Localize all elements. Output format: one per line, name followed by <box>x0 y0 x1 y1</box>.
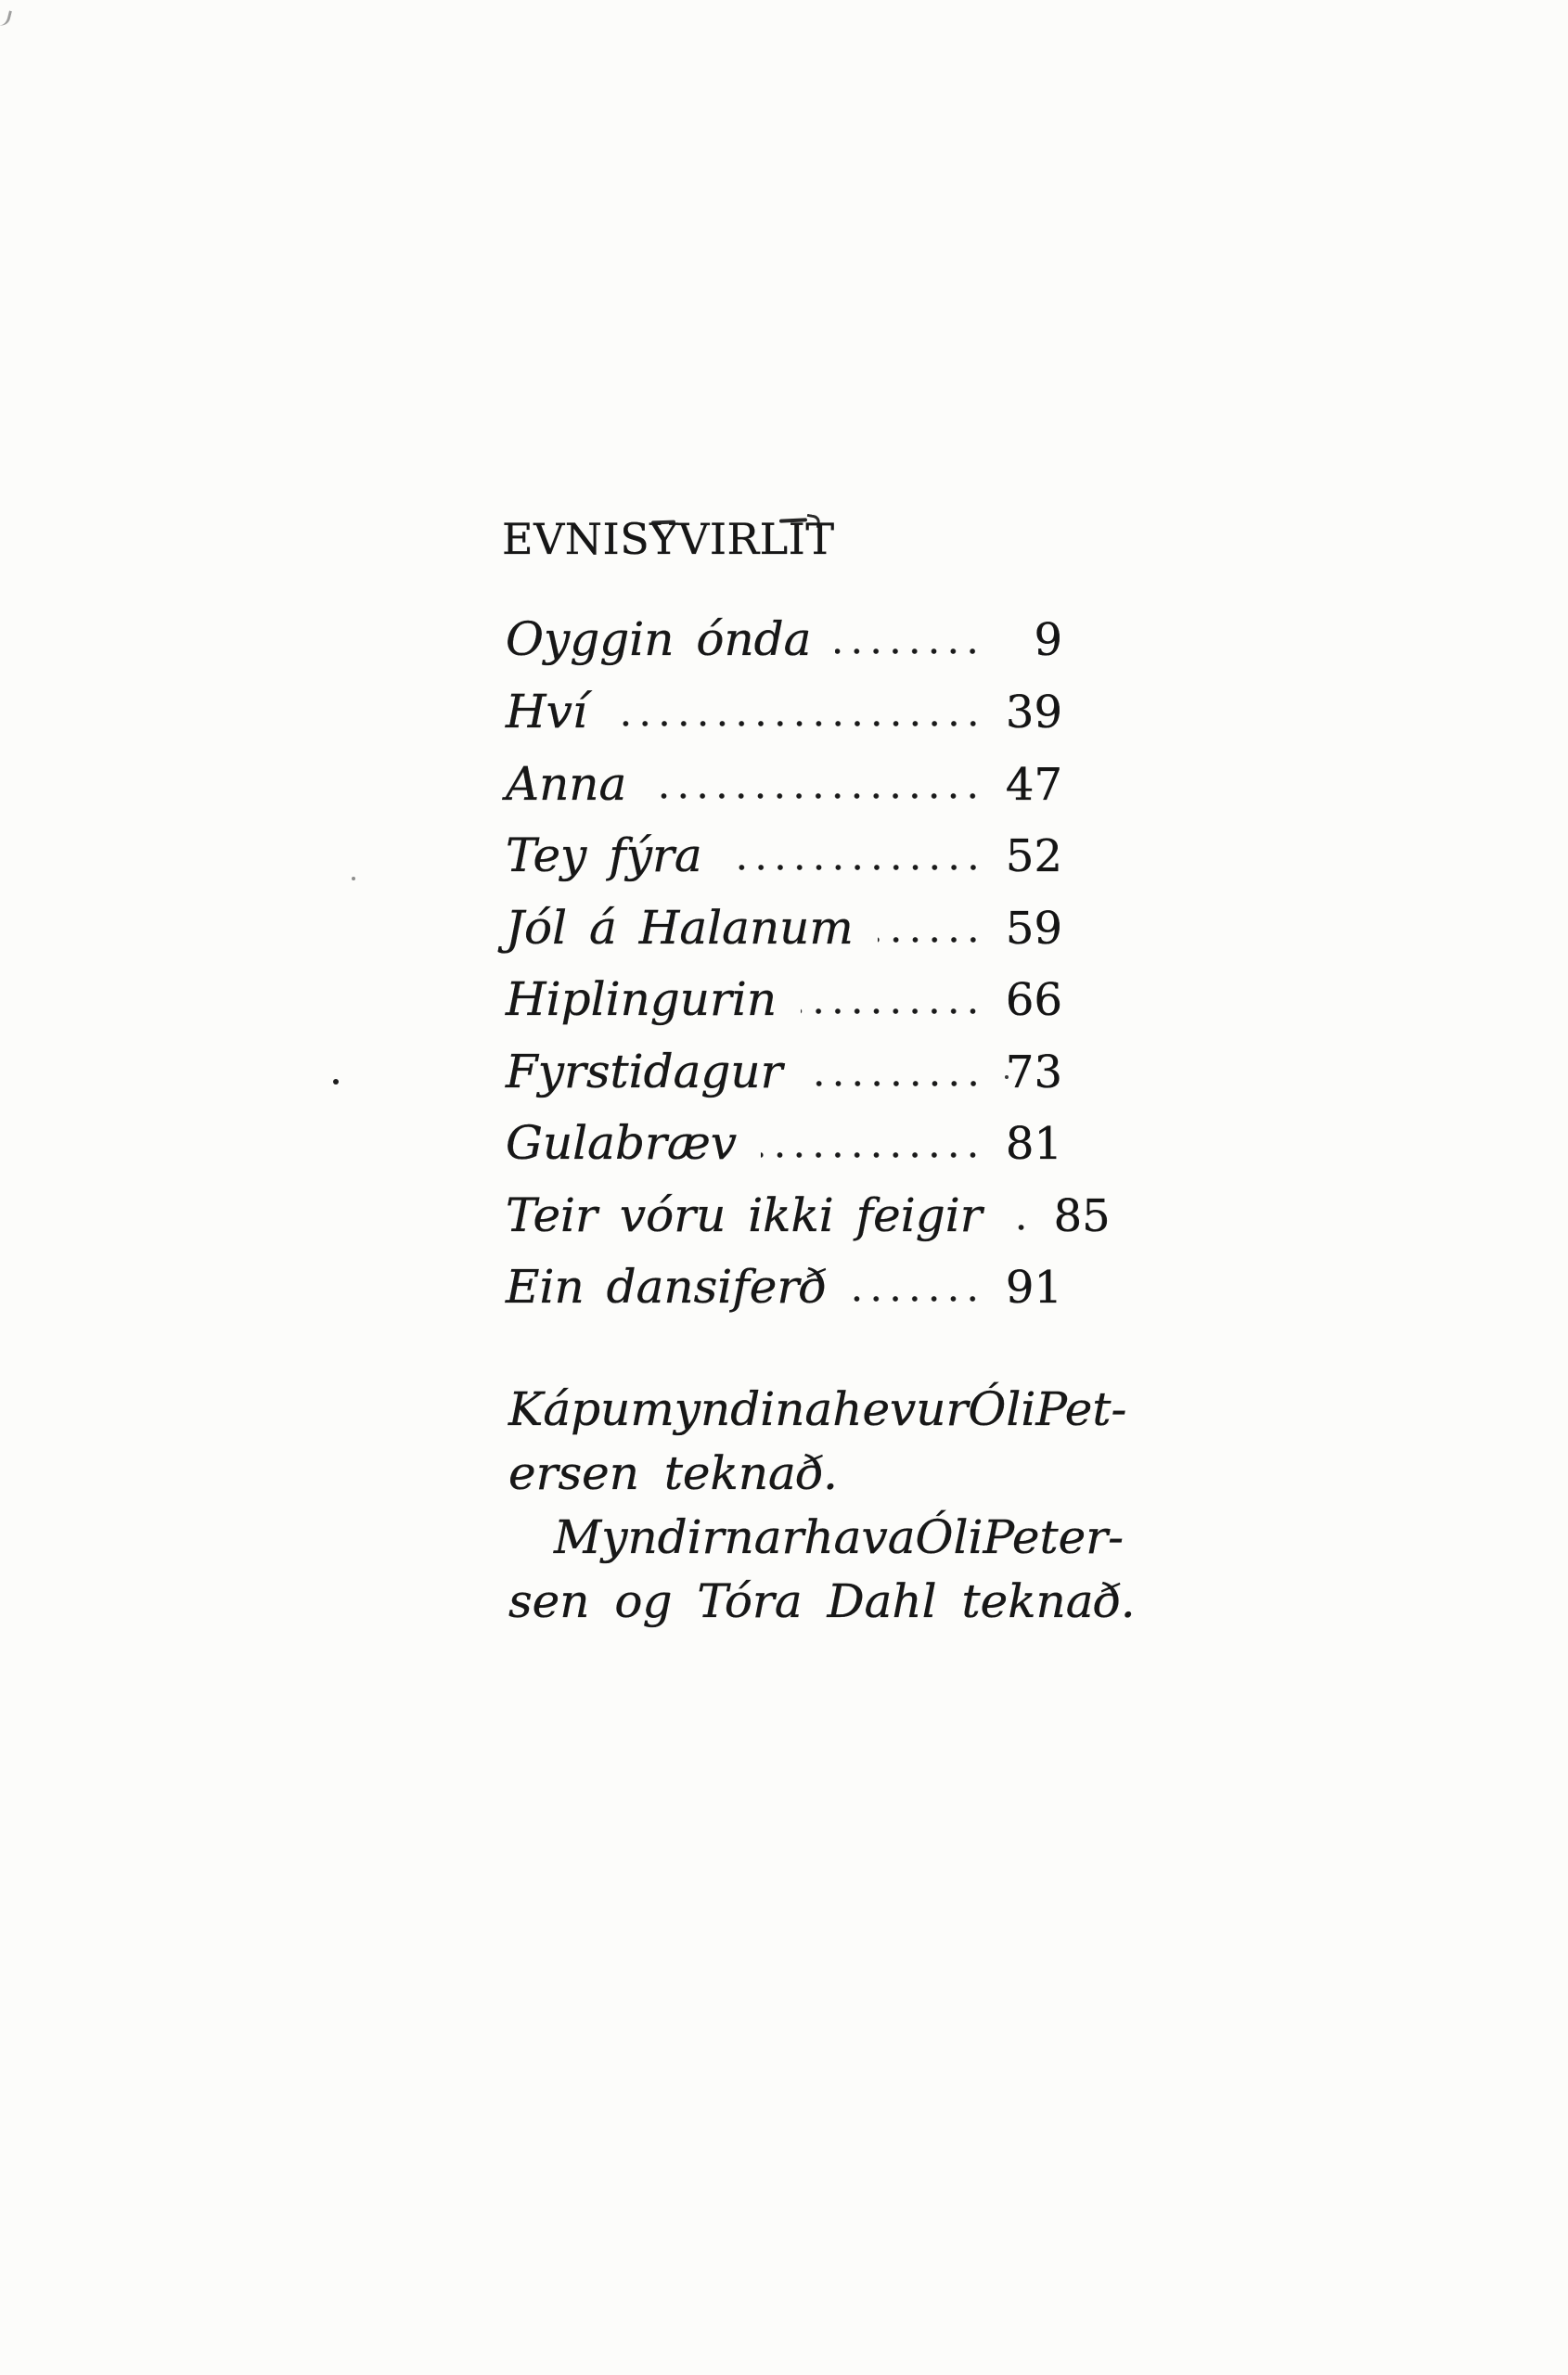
toc-entry-title: Oyggin ónda <box>506 612 812 666</box>
toc-entry-page-number: 39 <box>1005 687 1062 738</box>
dot-leader <box>835 648 983 655</box>
toc-entry-page-number: 91 <box>1005 1262 1062 1314</box>
page-title: EVNISYVIRLIT <box>502 514 835 564</box>
toc-entry-page-number: 85 <box>1053 1190 1111 1242</box>
toc-entry <box>506 1260 1062 1314</box>
toc-entry-title: Hiplingurin <box>506 972 778 1026</box>
credit-word: Kápumyndina <box>508 1382 833 1436</box>
toc-entry-title: Anna <box>506 757 627 811</box>
credit-line <box>554 1510 1124 1564</box>
toc-entry-title: Teir vóru ikki feigir <box>506 1188 983 1242</box>
toc-entry <box>506 757 1062 811</box>
toc-entry-title: Gulabræv <box>506 1116 738 1170</box>
dot-leader <box>726 864 983 871</box>
toc-entry-title: Jól á Halanum <box>506 901 854 955</box>
toc-entry-page-number: 47 <box>1005 759 1062 811</box>
toc-entry <box>506 685 1062 738</box>
credit-line: sen og Tóra Dahl teknað. <box>508 1574 1136 1628</box>
credit-word: Óli <box>915 1510 983 1564</box>
credit-word: Myndirnar <box>554 1510 804 1564</box>
credit-word: Óli <box>968 1382 1036 1436</box>
credit-line <box>508 1382 1127 1436</box>
credit-line: ersen teknað. <box>508 1446 838 1500</box>
dot-leader <box>851 1295 983 1303</box>
credit-word: Peter- <box>983 1510 1124 1564</box>
toc-entry-title: Tey fýra <box>506 828 702 882</box>
dot-leader <box>878 936 983 944</box>
dot-leader <box>801 1008 983 1015</box>
toc-entry-page-number: 66 <box>1005 974 1062 1026</box>
toc-entry <box>506 972 1062 1026</box>
toc-entry-page-number: 81 <box>1005 1118 1062 1170</box>
toc-entry-title: Hví <box>506 685 587 738</box>
toc-entry-title: Ein dansiferð <box>506 1260 828 1314</box>
toc-entry-page-number: 9 <box>1034 614 1062 666</box>
credit-word: hava <box>803 1510 916 1564</box>
toc-entry-page-number: 73 <box>1005 1046 1062 1098</box>
toc-entry-page-number: 59 <box>1005 903 1062 955</box>
toc-entry <box>506 828 1062 882</box>
toc-entry <box>506 612 1062 666</box>
toc-entry <box>506 1116 1062 1170</box>
dot-leader <box>611 720 983 727</box>
credit-word: Pet- <box>1035 1382 1127 1436</box>
dot-leader <box>807 1080 983 1087</box>
toc-entry <box>506 901 1062 955</box>
toc-entry-page-number: 52 <box>1005 830 1062 882</box>
dot-leader <box>650 792 983 800</box>
dot-leader <box>1007 1224 1031 1231</box>
toc-entry-title: Fyrstidagur <box>506 1045 783 1098</box>
dot-leader <box>761 1151 983 1159</box>
credit-word: hevur <box>832 1382 969 1436</box>
toc-entry <box>506 1045 1062 1098</box>
toc-entry <box>506 1188 1111 1242</box>
